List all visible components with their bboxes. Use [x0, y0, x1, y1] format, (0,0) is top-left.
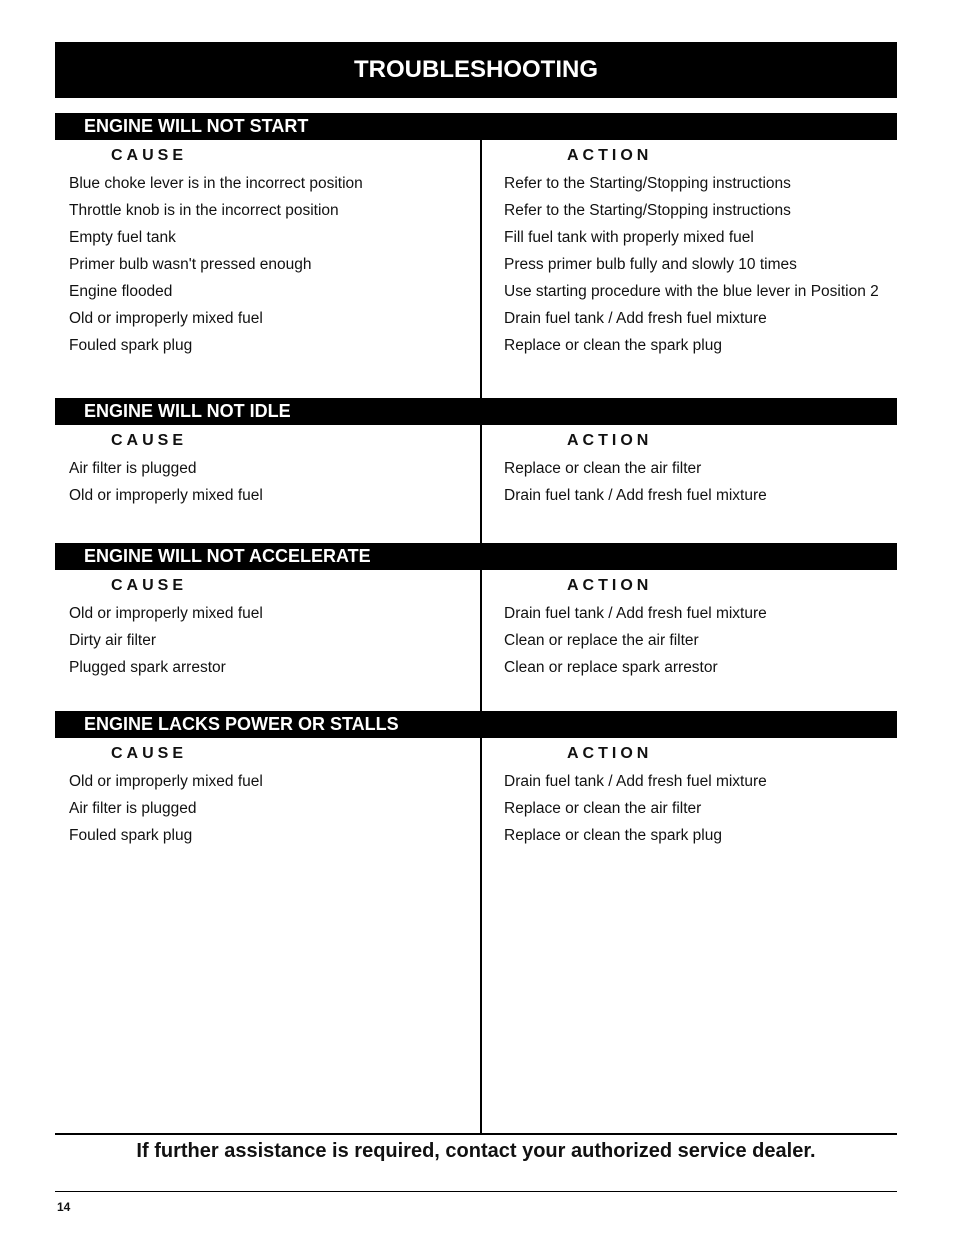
cause-label: CAUSE: [111, 147, 188, 164]
cause-item: Air filter is plugged: [69, 800, 197, 817]
cause-item: Old or improperly mixed fuel: [69, 310, 263, 327]
action-item: Refer to the Starting/Stopping instructions: [504, 202, 791, 219]
action-item: Use starting procedure with the blue lever in Position 2: [504, 283, 879, 300]
cause-item: Primer bulb wasn't pressed enough: [69, 256, 312, 273]
action-item: Refer to the Starting/Stopping instructions: [504, 175, 791, 192]
footer-bottom-rule: [55, 1191, 897, 1192]
action-item: Replace or clean the spark plug: [504, 337, 722, 354]
action-item: Replace or clean the spark plug: [504, 827, 722, 844]
action-label: ACTION: [567, 147, 653, 164]
action-item: Fill fuel tank with properly mixed fuel: [504, 229, 754, 246]
action-label: ACTION: [567, 745, 653, 762]
action-column: [482, 570, 897, 681]
assistance-message: If further assistance is required, contact your authorized service dealer.: [136, 1140, 816, 1162]
section-engine-lacks-power: [55, 711, 897, 844]
cause-column: [55, 738, 480, 849]
column-divider: [480, 425, 482, 543]
page-number: 14: [57, 1200, 71, 1214]
action-label: ACTION: [567, 432, 653, 449]
cause-column: [55, 570, 480, 681]
page-title: TROUBLESHOOTING: [55, 42, 897, 98]
column-divider: [480, 140, 482, 398]
action-item: Clean or replace the air filter: [504, 632, 699, 649]
cause-label: CAUSE: [111, 745, 188, 762]
section-heading: ENGINE WILL NOT START: [55, 113, 897, 140]
cause-item: Old or improperly mixed fuel: [69, 605, 263, 622]
cause-item: Engine flooded: [69, 283, 173, 300]
cause-column: [55, 140, 480, 359]
section-engine-will-not-accelerate: [55, 543, 897, 676]
action-item: Clean or replace spark arrestor: [504, 659, 718, 676]
action-column: [482, 140, 897, 359]
action-item: Drain fuel tank / Add fresh fuel mixture: [504, 487, 767, 504]
action-item: Drain fuel tank / Add fresh fuel mixture: [504, 773, 767, 790]
footer-top-rule: [55, 1133, 897, 1135]
cause-item: Fouled spark plug: [69, 827, 193, 844]
cause-column: [55, 425, 480, 509]
section-heading: ENGINE LACKS POWER OR STALLS: [55, 711, 897, 738]
action-item: Press primer bulb fully and slowly 10 times: [504, 256, 797, 273]
cause-label: CAUSE: [111, 577, 188, 594]
action-item: Drain fuel tank / Add fresh fuel mixture: [504, 605, 767, 622]
section-heading: ENGINE WILL NOT IDLE: [55, 398, 897, 425]
cause-item: Fouled spark plug: [69, 337, 193, 354]
cause-label: CAUSE: [111, 432, 188, 449]
cause-item: Throttle knob is in the incorrect position: [69, 202, 339, 219]
action-item: Drain fuel tank / Add fresh fuel mixture: [504, 310, 767, 327]
cause-item: Air filter is plugged: [69, 460, 197, 477]
cause-item: Old or improperly mixed fuel: [69, 773, 263, 790]
cause-item: Plugged spark arrestor: [69, 659, 226, 676]
action-column: [482, 425, 897, 509]
cause-item: Empty fuel tank: [69, 229, 176, 246]
column-divider: [480, 570, 482, 711]
action-item: Replace or clean the air filter: [504, 800, 702, 817]
action-column: [482, 738, 897, 849]
section-engine-will-not-idle: [55, 398, 897, 504]
action-label: ACTION: [567, 577, 653, 594]
column-divider: [480, 738, 482, 1133]
cause-item: Blue choke lever is in the incorrect position: [69, 175, 363, 192]
cause-item: Old or improperly mixed fuel: [69, 487, 263, 504]
action-item: Replace or clean the air filter: [504, 460, 702, 477]
cause-item: Dirty air filter: [69, 632, 156, 649]
section-heading: ENGINE WILL NOT ACCELERATE: [55, 543, 897, 570]
section-engine-will-not-start: [55, 113, 897, 354]
